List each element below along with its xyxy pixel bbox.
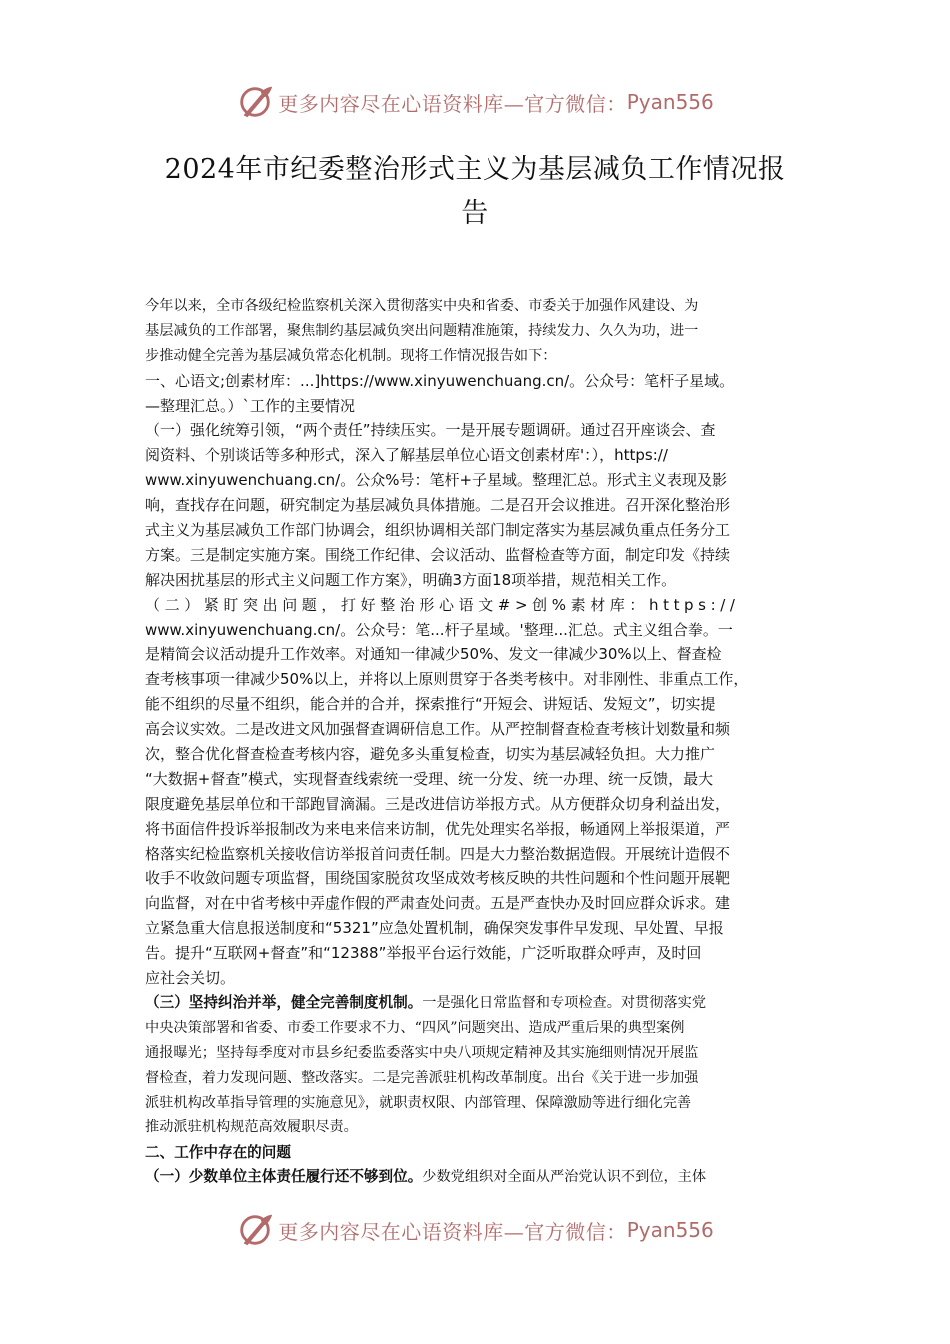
line-text: 告。提升“互联网+督查”和“12388”举报平台运行效能，广泛听取群众呼声，及时回 [145, 944, 702, 963]
bold-heading: （一）少数单位主体责任履行还不够到位。 [145, 1168, 423, 1186]
text-line [145, 394, 807, 419]
line-text: 能不组织的尽量不组织，能合并的合并，探索推行“开短会、讲短话、发短文”，切实提 [145, 695, 716, 714]
text-line [145, 468, 807, 493]
line-text: 将书面信件投诉举报制改为来电来信来访制，优先处理实名举报，畅通网上举报渠道，严 [145, 819, 731, 838]
line-text: 推动派驻机构规范高效履职尽责。 [145, 1119, 358, 1136]
text-line [145, 344, 807, 369]
line-text: 今年以来，全市各级纪检监察机关深入贯彻落实中央和省委、市委关于加强作风建设、为 [145, 298, 699, 314]
text-line [145, 817, 807, 842]
text-line [145, 642, 807, 667]
banner-wechat-id: Pyan556 [626, 90, 714, 114]
title-line-1: 2024年市纪委整治形式主义为基层减负工作情况报 [164, 154, 786, 185]
line-text: 格落实纪检监察机关接收信访举报首问责任制。四是大力整治数据造假。开展统计造假不 [145, 844, 731, 863]
line-text: 响，查找存在问题，研究制定为基层减负具体措施。二是召开会议推进。召开深化整治形 [145, 496, 731, 515]
line-text: 解决困扰基层的形式主义问题工作方案》，明确3方面18项举措，规范相关工作。 [145, 570, 677, 589]
line-text: 立紧急重大信息报送制度和“5321”应急处置机制，确保突发事件早发现、早处置、早报 [145, 919, 724, 938]
text-line [145, 941, 807, 966]
page-title [140, 148, 810, 236]
text-line [145, 493, 807, 518]
header-banner [0, 82, 950, 122]
text-line [145, 1041, 807, 1066]
text-line [145, 767, 807, 792]
text-line [145, 1016, 807, 1041]
text-line [145, 692, 807, 717]
text-line [145, 443, 807, 468]
line-text: 少数党组织对全面从严治党认识不到位，主体 [422, 1169, 707, 1186]
text-line [145, 1165, 807, 1190]
banner-text: 更多内容尽在心语资料库—官方微信： [278, 91, 627, 116]
text-line [145, 319, 807, 344]
line-text: 一是强化日常监督和专项检查。对贯彻落实党 [422, 994, 707, 1011]
banner-text: 更多内容尽在心语资料库—官方微信： [278, 1219, 627, 1244]
line-text: 式主义为基层减负工作部门协调会，组织协调相关部门制定落实为基层减负重点任务分工 [145, 521, 731, 540]
line-text: 向监督，对在中省考核中弄虚作假的严肃查处问责。五是严查快办及时回应群众诉求。建 [145, 894, 731, 913]
line-text: 步推动健全完善为基层减负常态化机制。现将工作情况报告如下： [145, 347, 557, 364]
document-body [145, 294, 807, 1190]
line-text: （一）强化统筹引领，“两个责任”持续压实。一是开展专题调研。通过召开座谈会、查 [145, 421, 716, 440]
line-text: 派驻机构改革指导管理的实施意见》，就职责权限、内部管理、保障激励等进行细化完善 [145, 1094, 692, 1111]
banner-wechat-id: Pyan556 [626, 1218, 714, 1242]
text-line [145, 1115, 807, 1140]
line-text: 阅资料、个别谈话等多种形式，深入了解基层单位心语文创素材库'：），https:// [145, 446, 668, 465]
line-text: 高会议实效。二是改进文风加强督查调研信息工作。从严控制督查检查考核计划数量和频 [145, 720, 731, 739]
line-text: 是精简会议活动提升工作效率。对通知一律减少50%、发文一律减少30%以上、督查检 [145, 645, 722, 664]
text-line [145, 593, 807, 618]
text-line [145, 1140, 807, 1165]
text-line [145, 842, 807, 867]
line-text: （二）紧盯突出问题，打好整治形心语文#>创%素材库：https:// [145, 595, 740, 614]
line-text: 一、心语文;创素材库：...]https://www.xinyuwenchuang.cn/。公众号：笔杆子星域。 [145, 371, 735, 390]
line-text: “大数据+督查”模式，实现督查线索统一受理、统一分发、统一办理、统一反馈，最大 [145, 769, 714, 788]
line-text: 应社会关切。 [145, 969, 236, 988]
text-line [145, 891, 807, 916]
quill-logo-icon [236, 1211, 274, 1249]
text-line [145, 518, 807, 543]
line-text: —整理汇总。）`工作的主要情况 [145, 396, 356, 415]
line-text: 中央决策部署和省委、市委工作要求不力、“四风”问题突出、造成严重后果的典型案例 [145, 1019, 685, 1036]
footer-banner [0, 1210, 950, 1250]
text-line [145, 792, 807, 817]
line-text: 基层减负的工作部署，聚焦制约基层减负突出问题精准施策，持续发力、久久为功，进一 [145, 322, 699, 339]
text-line [145, 916, 807, 941]
text-line [145, 742, 807, 767]
line-text: 方案。三是制定实施方案。围绕工作纪律、会议活动、监督检查等方面，制定印发《持续 [145, 545, 731, 564]
quill-logo-icon [236, 83, 274, 121]
text-line [145, 418, 807, 443]
line-text: www.xinyuwenchuang.cn/。公众%号：笔杆+子星域。整理汇总。形式主义表现及影 [145, 471, 728, 490]
text-line [145, 369, 807, 394]
text-line [145, 1091, 807, 1116]
line-text: 限度避免基层单位和干部跑冒滴漏。三是改进信访举报方式。从方便群众切身利益出发， [145, 794, 731, 813]
line-text: 次，整合优化督查检查考核内容，避免多头重复检查，切实为基层减轻负担。大力推广 [145, 745, 716, 764]
line-text: www.xinyuwenchuang.cn/。公众号：笔...杆子星域。'整理...汇总。式主义组合拳。一 [145, 620, 733, 639]
line-text: 查考核事项一律减少50%以上，并将以上原则贯穿于各类考核中。对非刚性、非重点工作， [145, 670, 749, 689]
text-line [145, 568, 807, 593]
text-line [145, 294, 807, 319]
text-line [145, 966, 807, 991]
line-text: 通报曝光；坚持每季度对市县乡纪委监委落实中央八项规定精神及其实施细则情况开展监 [145, 1044, 699, 1061]
text-line [145, 543, 807, 568]
text-line [145, 667, 807, 692]
text-line [145, 866, 807, 891]
text-line [145, 717, 807, 742]
bold-heading: （三）坚持纠治并举，健全完善制度机制。 [145, 993, 423, 1011]
text-line [145, 618, 807, 643]
text-line [145, 991, 807, 1016]
line-text: 收手不收敛问题专项监督，围绕国家脱贫攻坚成效考核反映的共性问题和个性问题开展靶 [145, 869, 731, 888]
bold-heading: 二、工作中存在的问题 [145, 1144, 291, 1162]
text-line [145, 1066, 807, 1091]
line-text: 督检查，着力发现问题、整改落实。二是完善派驻机构改革制度。出台《关于进一步加强 [145, 1069, 699, 1086]
title-line-2: 告 [461, 198, 489, 229]
